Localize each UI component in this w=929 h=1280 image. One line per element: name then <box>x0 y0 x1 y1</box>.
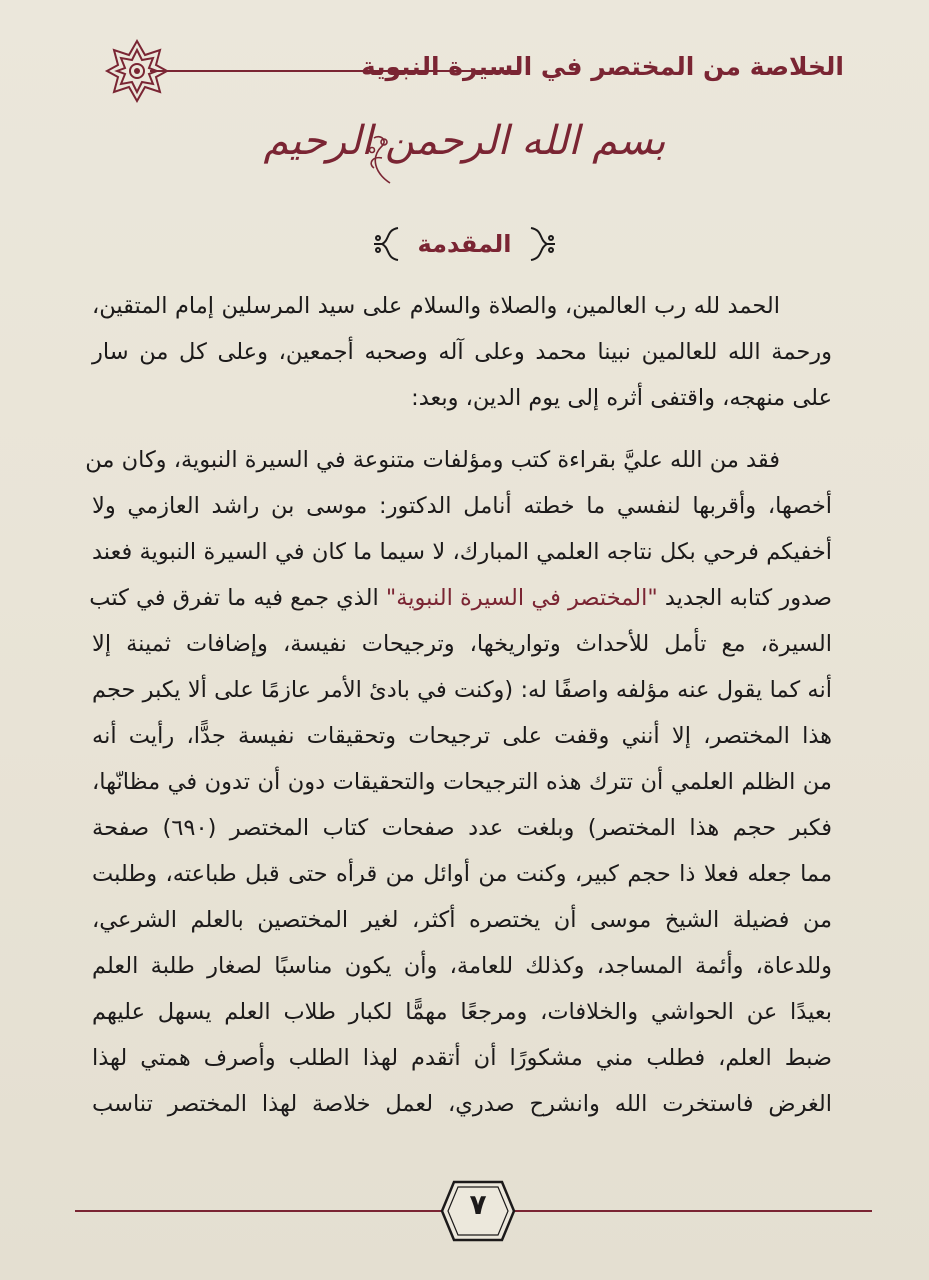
text-line: على منهجه، واقتفى أثره إلى يوم الدين، وبعد: <box>411 385 832 411</box>
page-number: ٧ <box>469 1188 487 1221</box>
text-line: هذا المختصر، إلا أنني وقفت على ترجيحات وتحقيقات نفيسة جدًّا، رأيت أنه <box>92 723 832 749</box>
text-line: ورحمة الله للعالمين نبينا محمد وعلى آله وصحبه أجمعين، وعلى كل من سار <box>92 339 832 365</box>
running-header-title: الخلاصة من المختصر في السيرة النبوية <box>360 52 844 81</box>
book-title-quote: "المختصر في السيرة النبوية" <box>385 585 658 611</box>
text-line: بعيدًا عن الحواشي والخلافات، ومرجعًا مهمًّا لكبار طلاب العلم يسهل عليهم <box>92 999 832 1025</box>
body-text <box>85 283 832 1127</box>
basmala-calligraphy: بسم الله الرحمن الرحيم <box>263 118 666 164</box>
text-line: فقد من الله عليَّ بقراءة كتب ومؤلفات متنوعة في السيرة النبوية، وكان من <box>85 447 780 473</box>
text-line: أخفيكم فرحي بكل نتاجه العلمي المبارك، لا سيما ما كان في السيرة النبوية فعند <box>92 539 832 565</box>
text-line: من الظلم العلمي أن تترك هذه الترجيحات والتحقيقات دون أن تدون في مظانّها، <box>92 769 832 795</box>
text-line: وللدعاة، وأئمة المساجد، وكذلك للعامة، وأن يكون مناسبًا لصغار طلبة العلم <box>92 953 832 979</box>
text-line: ضبط العلم، فطلب مني مشكورًا أن أتقدم لهذا الطلب وأصرف همتي لهذا <box>92 1045 832 1071</box>
ornament-bracket-left-icon <box>372 224 408 264</box>
footer-rule-left <box>75 1210 445 1212</box>
text-line: أنه كما يقول عنه مؤلفه واصفًا له: (وكنت في بادئ الأمر عازمًا على ألا يكبر حجم <box>92 677 832 703</box>
text-line: فكبر حجم هذا المختصر) وبلغت عدد صفحات كتاب المختصر (٦٩٠) صفحة <box>92 815 832 841</box>
text-line: من فضيلة الشيخ موسى أن يختصره أكثر، لغير المختصين بالعلم الشرعي، <box>92 907 832 933</box>
text-line <box>89 575 832 621</box>
section-heading <box>0 224 929 264</box>
text-line: مما جعله فعلا ذا حجم كبير، وكنت من أوائل من قرأه حتى قبل طباعته، وطلبت <box>92 861 832 887</box>
text-run: الذي جمع فيه ما تفرق في كتب <box>89 585 386 611</box>
footer-rule-right <box>512 1210 872 1212</box>
text-line: أخصها، وأقربها لنفسي ما خطته أنامل الدكتور: موسى بن راشد العازمي ولا <box>92 493 832 519</box>
text-line: الحمد لله رب العالمين، والصلاة والسلام على سيد المرسلين إمام المتقين، <box>92 293 780 319</box>
text-line: الغرض فاستخرت الله وانشرح صدري، لعمل خلاصة لهذا المختصر تناسب <box>92 1091 832 1117</box>
text-line: السيرة، مع تأمل للأحداث وتواريخها، وترجيحات نفيسة، وإضافات ثمينة إلا <box>92 631 832 657</box>
ornament-bracket-right-icon <box>521 224 557 264</box>
text-run: صدور كتابه الجديد <box>657 585 832 611</box>
section-heading-label: المقدمة <box>417 230 512 258</box>
